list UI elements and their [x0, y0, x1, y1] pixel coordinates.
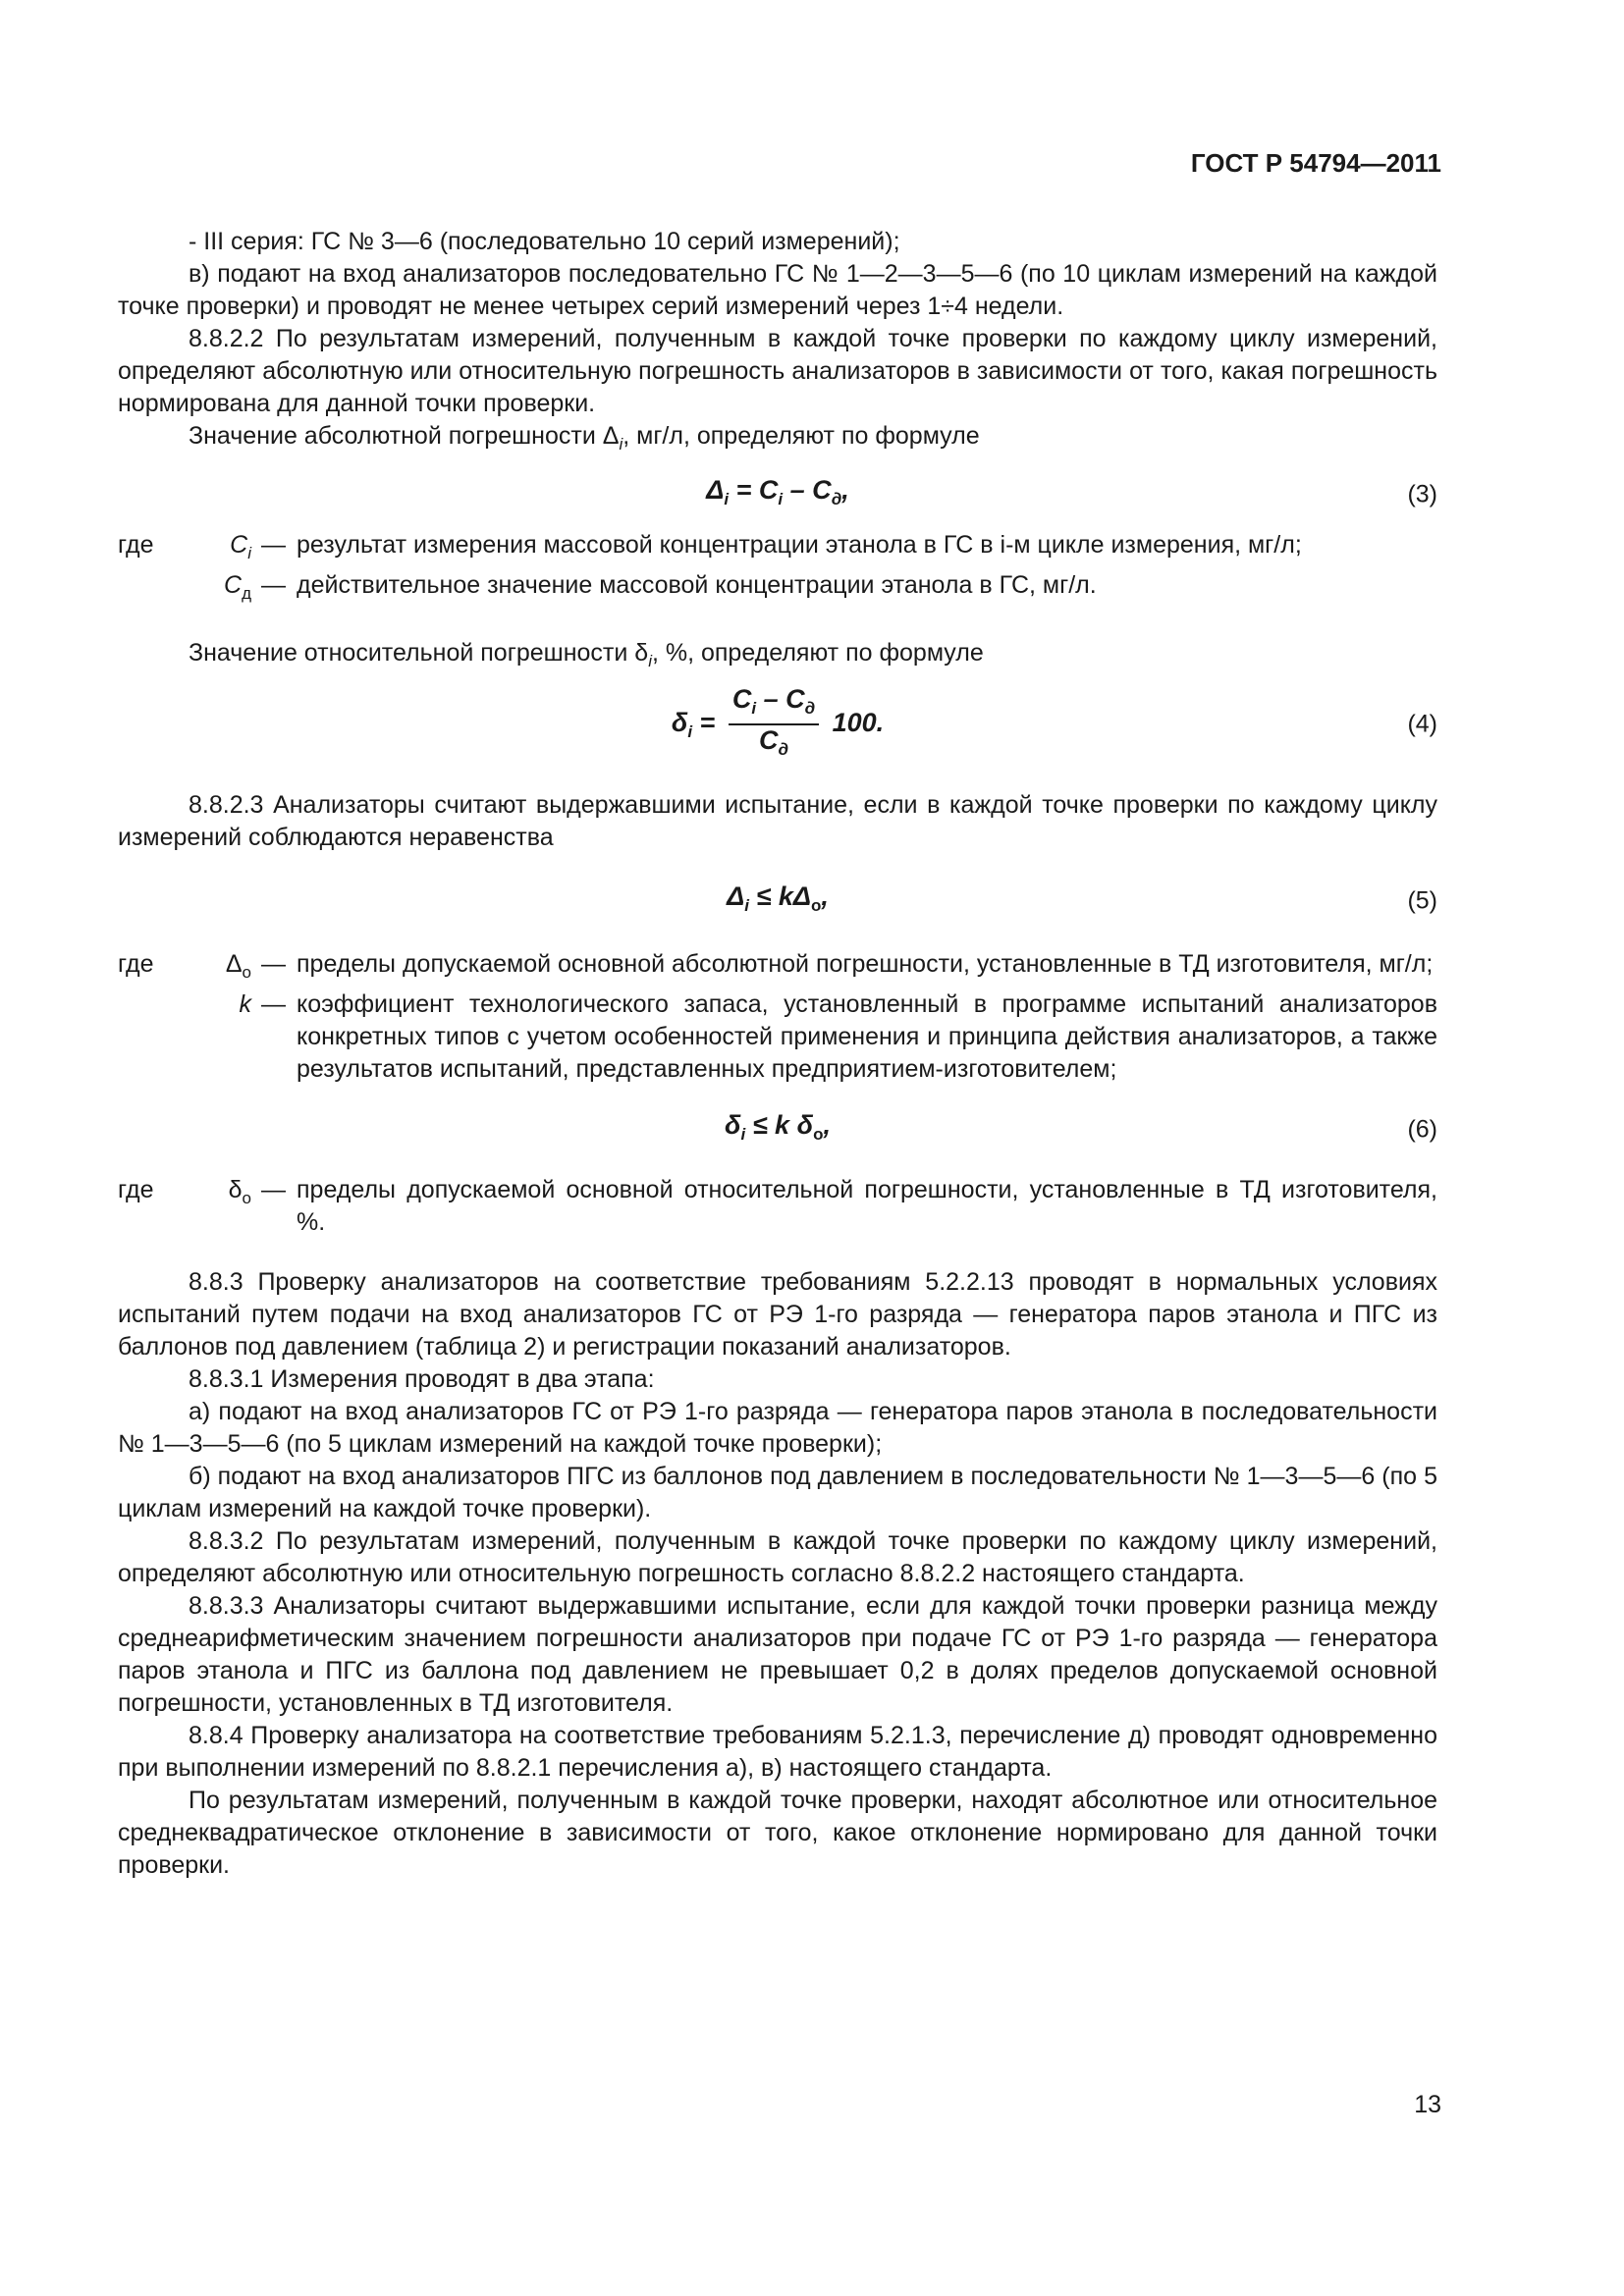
f4-den: C — [758, 725, 779, 755]
definition-ci — [118, 529, 1437, 569]
rel-error-intro-sub: i — [648, 652, 652, 670]
definition-dash: — — [261, 531, 286, 559]
definition-symbol — [189, 1174, 261, 1214]
where-label: где — [118, 1176, 154, 1203]
symbol-ci: C — [230, 531, 248, 559]
rel-error-intro-tail: , %, определяют по формуле — [651, 639, 984, 667]
paragraph-8-8-4: 8.8.4 Проверку анализатора на соответствие требованиям 5.2.1.3, перечисление д) проводят одновременно при выполнении измерений по 8.8.2.1 перечисления а), в) настоящего стандарта. — [118, 1722, 1437, 1782]
formula-5 — [118, 854, 1437, 948]
fraction-denominator — [755, 725, 792, 765]
definition-k — [118, 988, 1437, 1086]
paragraph-8-8-3-2: 8.8.3.2 По результатам измерений, полученным в каждой точке проверки по каждому циклу измерений, определяют абсолютную или относительную погрешность согласно 8.8.2.2 настоящего стандарта. — [118, 1527, 1437, 1587]
formula-3 — [118, 460, 1437, 529]
definition-text: пределы допускаемой основной относительной погрешности, установленные в ТД изготовителя, %. — [297, 1176, 1437, 1236]
f3-mid-sub: i — [778, 490, 784, 508]
f4-den-sub: д — [778, 740, 788, 759]
definition-text: коэффициент технологического запаса, установленный в программе испытаний анализаторов конкретных типов с учетом особенностей применения и принципа действия анализаторов, а также результатов испытаний, представленных предприятием-изготовителем; — [297, 990, 1437, 1083]
definition-text: действительное значение массовой концентрации этанола в ГС, мг/л. — [297, 571, 1097, 599]
f4-lhs: δ — [671, 708, 688, 738]
f3-lhs-sub: i — [724, 490, 730, 508]
where-label: где — [118, 531, 154, 559]
f5-op: ≤ kΔ — [749, 881, 811, 911]
page-content — [118, 226, 1437, 1882]
definition-dash: — — [261, 950, 286, 978]
f6-lhs: δ — [725, 1110, 741, 1140]
paragraph-item-v: в) подают на вход анализаторов последовательно ГС № 1—2—3—5—6 (по 10 циклам измерений на каждой точке проверки) и проводят не менее четырех серий измерений через 1÷4 недели. — [118, 260, 1437, 320]
page-number: 13 — [1414, 2091, 1441, 2118]
symbol-cd: C — [224, 571, 243, 599]
f3-tail: , — [841, 475, 849, 505]
formula-3-number: (3) — [1407, 480, 1437, 508]
symbol-cd-sub: д — [242, 584, 251, 603]
symbol-small-delta-o: δ — [228, 1176, 243, 1203]
definition-delta-o — [118, 948, 1437, 988]
definition-dash: — — [261, 1176, 286, 1203]
symbol-small-delta-o-sub: о — [242, 1189, 251, 1207]
f6-op: ≤ k δ — [745, 1110, 814, 1140]
definition-text: пределы допускаемой основной абсолютной погрешности, установленные в ТД изготовителя, мг/л; — [297, 950, 1434, 978]
paragraph-rms-deviation: По результатам измерений, полученным в каждой точке проверки, находят абсолютное или относительное среднеквадратическое отклонение в зависимости от того, какое отклонение нормировано для данной точки проверки. — [118, 1787, 1437, 1879]
f4-lhs-sub: i — [687, 722, 693, 742]
f6-tail: , — [823, 1110, 831, 1140]
spacer — [118, 772, 1437, 789]
paragraph-8-8-3: 8.8.3 Проверку анализаторов на соответствие требованиям 5.2.2.13 проводят в нормальных условиях испытаний путем подачи на вход анализаторов ГС от РЭ 1-го разряда — генератора паров этанола и ПГС из баллонов под давлением (таблица 2) и регистрации показаний анализаторов. — [118, 1268, 1437, 1361]
paragraph-series-3: - III серия: ГС № 3—6 (последовательно 10 серий измерений); — [189, 228, 900, 255]
spacer — [118, 1239, 1437, 1266]
formula-6-number: (6) — [1407, 1115, 1437, 1144]
f3-minus: – C — [783, 475, 832, 505]
symbol-delta-o: Δ — [225, 950, 243, 978]
definition-cd — [118, 569, 1437, 610]
abs-error-intro-sub: i — [619, 435, 623, 454]
formula-4 — [118, 677, 1437, 772]
abs-error-intro-text: Значение абсолютной погрешности Δ — [189, 422, 620, 450]
formula-4-expression — [672, 684, 884, 765]
f5-lhs-sub: i — [744, 896, 749, 915]
definition-symbol — [189, 948, 261, 988]
fraction-numerator — [729, 684, 819, 725]
definition-small-delta-o — [118, 1174, 1437, 1239]
f4-num-minus: – C — [756, 684, 805, 714]
symbol-ci-sub: i — [247, 544, 251, 562]
where-label: где — [118, 950, 154, 978]
f4-num-a-sub: i — [751, 699, 757, 718]
spacer — [118, 610, 1437, 637]
formula-4-fraction — [729, 684, 819, 765]
f5-lhs: Δ — [727, 881, 745, 911]
paragraph-8-8-2-2: 8.8.2.2 По результатам измерений, полученным в каждой точке проверки по каждому циклу измерений, определяют абсолютную или относительную погрешность анализаторов в зависимости от того, какая погрешность нормирована для данной точки проверки. — [118, 325, 1437, 417]
symbol-delta-o-sub: о — [242, 963, 251, 982]
formula-6-expression — [725, 1109, 831, 1150]
f6-rhs-sub: о — [813, 1125, 824, 1144]
definition-dash: — — [261, 990, 286, 1018]
abs-error-intro-tail: , мг/л, определяют по формуле — [623, 422, 980, 450]
document-code-header: ГОСТ Р 54794—2011 — [1190, 148, 1441, 178]
definition-dash: — — [261, 571, 286, 599]
paragraph-item-a: а) подают на вход анализаторов ГС от РЭ 1-го разряда — генератора паров этанола в последовательности № 1—3—5—6 (по 5 циклам измерений на каждой точке проверки); — [118, 1398, 1437, 1458]
paragraph-8-8-3-3: 8.8.3.3 Анализаторы считают выдержавшими испытание, если для каждой точки проверки разница между среднеарифметическим значением погрешности анализаторов при подаче ГС от РЭ 1-го разряда — генератора паров этанола и ПГС из баллона под давлением не превышает 0,2 в долях пределов допускаемой основной погрешности, установленных в ТД изготовителя. — [118, 1592, 1437, 1717]
definition-symbol — [189, 569, 261, 610]
formula-4-number: (4) — [1407, 710, 1437, 738]
f3-rhs-sub: д — [831, 490, 842, 508]
paragraph-8-8-2-3: 8.8.2.3 Анализаторы считают выдержавшими испытание, если в каждой точке проверки по каждому циклу измерений соблюдаются неравенства — [118, 791, 1437, 851]
definition-text: результат измерения массовой концентрации этанола в ГС в i-м цикле измерения, мг/л; — [297, 531, 1302, 559]
f4-eq: = — [692, 708, 723, 738]
formula-6 — [118, 1086, 1437, 1174]
f3-eq: = C — [729, 475, 779, 505]
formula-3-expression — [706, 474, 848, 515]
f6-lhs-sub: i — [740, 1125, 746, 1144]
formula-5-expression — [727, 881, 829, 922]
f3-lhs: Δ — [706, 475, 725, 505]
paragraph-item-b: б) подают на вход анализаторов ПГС из баллонов под давлением в последовательности № 1—3—5—6 (по 5 циклам измерений на каждой точке проверки). — [118, 1463, 1437, 1522]
rel-error-intro-text: Значение относительной погрешности δ — [189, 639, 649, 667]
paragraph-abs-error-intro — [118, 420, 1437, 460]
formula-5-number: (5) — [1407, 886, 1437, 915]
f5-rhs-sub: о — [810, 896, 822, 915]
definition-symbol — [189, 529, 261, 569]
f4-tail: 100. — [825, 708, 885, 738]
f5-tail: , — [821, 881, 829, 911]
paragraph-rel-error-intro — [118, 637, 1437, 677]
paragraph-8-8-3-1: 8.8.3.1 Измерения проводят в два этапа: — [189, 1365, 655, 1393]
f4-num-b-sub: д — [804, 699, 816, 718]
f4-num-a: C — [731, 684, 752, 714]
definition-symbol — [189, 988, 261, 1021]
symbol-k: k — [239, 990, 251, 1018]
